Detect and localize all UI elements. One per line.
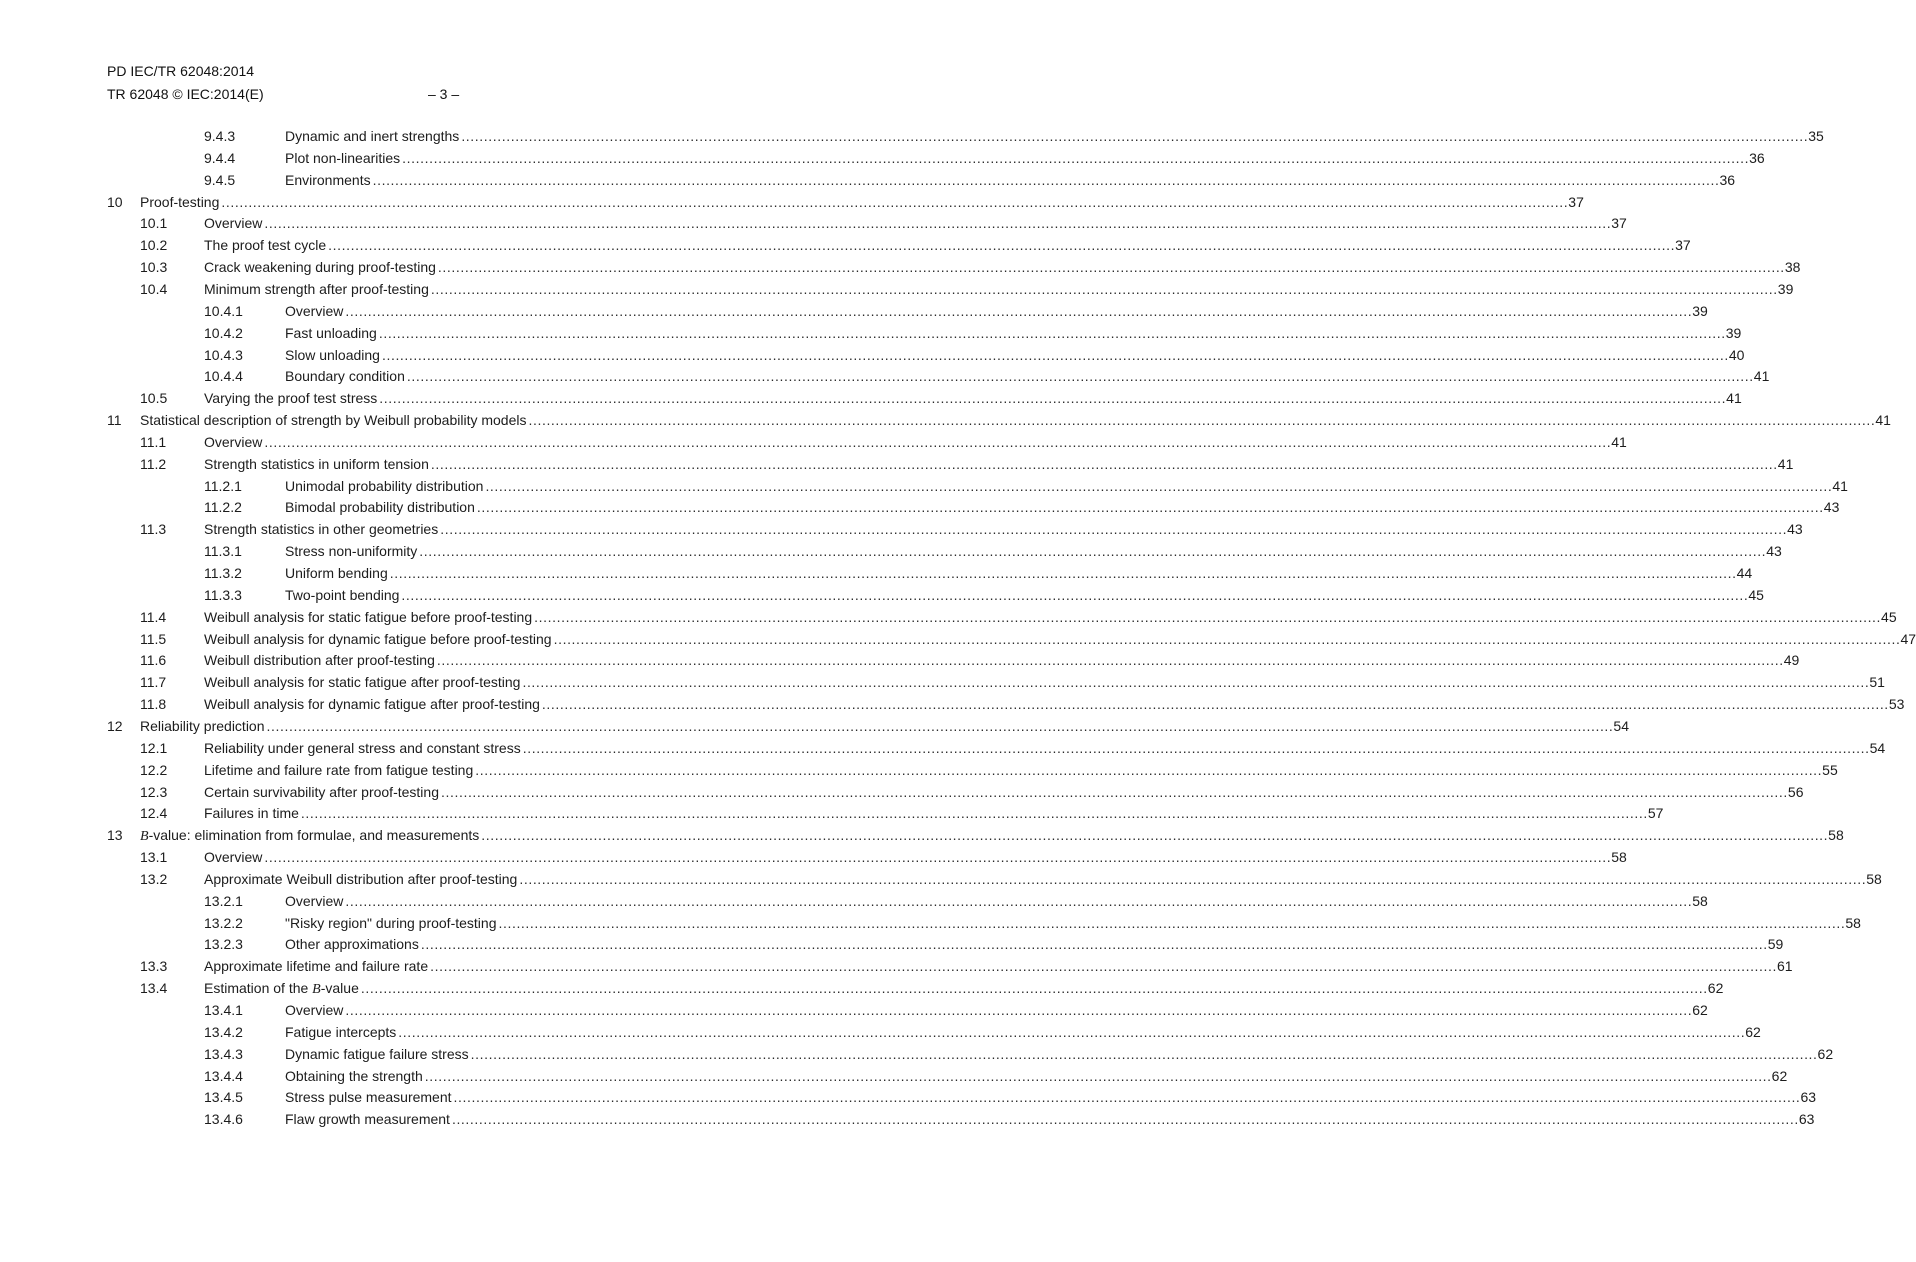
toc-entry-title-text: Proof-testing xyxy=(140,193,220,210)
toc-entry-title xyxy=(285,497,475,517)
toc-entry[interactable] xyxy=(140,257,1801,277)
toc-entry[interactable] xyxy=(204,476,1848,496)
toc-entry-title-text: Fast unloading xyxy=(285,324,377,341)
toc-entry-page: 40 xyxy=(1728,346,1745,363)
toc-entry[interactable] xyxy=(204,1022,1761,1042)
toc-entry-title xyxy=(285,323,377,343)
toc-entry-page: 62 xyxy=(1745,1023,1761,1040)
toc-dot-leader: ............................................................................................................................................................................................................................................................................................................ xyxy=(398,1023,1746,1040)
toc-entry[interactable] xyxy=(107,410,1891,430)
toc-dot-leader: ............................................................................................................................................................................................................................................................................................................ xyxy=(453,1089,1801,1106)
toc-entry-title-text: Overview xyxy=(204,849,263,866)
document-id: PD IEC/TR 62048:2014 xyxy=(107,63,255,79)
toc-entry-number: 12.4 xyxy=(140,805,168,822)
toc-entry-number: 11.3 xyxy=(140,521,167,538)
toc-entry[interactable] xyxy=(107,825,1844,845)
toc-entry-page: 39 xyxy=(1692,302,1708,319)
toc-entry[interactable] xyxy=(204,323,1742,343)
toc-entry-title xyxy=(285,891,343,911)
toc-entry[interactable] xyxy=(204,497,1840,517)
toc-entry[interactable] xyxy=(204,345,1745,365)
toc-entry-title-text: Bimodal probability distribution xyxy=(285,499,475,516)
toc-entry-title xyxy=(140,825,479,847)
toc-entry[interactable] xyxy=(204,934,1784,954)
toc-entry-title xyxy=(285,913,496,933)
toc-entry[interactable] xyxy=(140,847,1627,867)
toc-entry[interactable] xyxy=(140,738,1886,758)
toc-entry-number: 13.4.4 xyxy=(204,1067,243,1084)
toc-entry-number: 10.4 xyxy=(140,280,168,297)
toc-entry-number: 13.1 xyxy=(140,849,168,866)
document-line: TR 62048 © IEC:2014(E) xyxy=(107,86,264,102)
toc-entry-title-text: Weibull analysis for dynamic fatigue before proof-testing xyxy=(204,630,552,647)
toc-entry-number: 10.4.1 xyxy=(204,302,243,319)
toc-entry-title xyxy=(204,956,428,976)
toc-entry-title xyxy=(140,192,219,212)
toc-entry-page: 43 xyxy=(1823,499,1840,516)
toc-entry[interactable] xyxy=(204,1066,1788,1086)
toc-dot-leader: ............................................................................................................................................................................................................................................................................................................ xyxy=(419,543,1767,560)
toc-entry[interactable] xyxy=(140,213,1627,233)
toc-entry-page: 45 xyxy=(1881,608,1897,625)
toc-entry-page: 56 xyxy=(1787,783,1804,800)
toc-entry-page: 44 xyxy=(1736,565,1753,581)
toc-entry-number: 11.2.2 xyxy=(204,499,242,516)
toc-dot-leader: ............................................................................................................................................................................................................................................................................................................ xyxy=(328,237,1676,254)
toc-entry[interactable] xyxy=(140,519,1803,539)
toc-entry-title xyxy=(204,235,326,255)
toc-entry-number: 11.1 xyxy=(140,433,167,450)
toc-entry[interactable] xyxy=(140,956,1793,976)
toc-entry-page: 58 xyxy=(1828,827,1844,844)
toc-entry[interactable] xyxy=(140,650,1800,670)
toc-entry-title xyxy=(204,454,429,474)
toc-entry-title-text: Stress non-uniformity xyxy=(285,543,418,560)
toc-entry-title-text: Crack weakening during proof-testing xyxy=(204,259,436,276)
toc-entry-number: 12.2 xyxy=(140,761,168,778)
toc-entry[interactable] xyxy=(140,694,1905,714)
toc-entry-page: 58 xyxy=(1845,914,1861,931)
toc-entry-number: 11.3.3 xyxy=(204,586,242,603)
toc-entry-title-text: The proof test cycle xyxy=(204,237,327,254)
toc-entry-title-text: Boundary condition xyxy=(285,368,405,385)
toc-entry-number: 9.4.5 xyxy=(204,171,236,188)
toc-entry-title xyxy=(204,738,521,758)
toc-entry[interactable] xyxy=(140,607,1897,627)
toc-entry-title-text: Failures in time xyxy=(204,805,299,822)
toc-entry-number: 10.4.4 xyxy=(204,368,243,385)
toc-entry[interactable] xyxy=(204,148,1765,168)
toc-entry-page: 41 xyxy=(1611,433,1627,450)
toc-dot-leader: ............................................................................................................................................................................................................................................................................................................ xyxy=(481,827,1829,844)
toc-entry-number: 13.4 xyxy=(140,980,168,997)
toc-entry-page: 41 xyxy=(1753,368,1770,385)
toc-entry-title-text: Strength statistics in uniform tension xyxy=(204,455,429,472)
toc-entry-number: 10.2 xyxy=(140,237,168,254)
toc-dot-leader: ............................................................................................................................................................................................................................................................................................................ xyxy=(264,433,1612,450)
toc-entry[interactable] xyxy=(140,235,1691,255)
toc-dot-leader: ............................................................................................................................................................................................................................................................................................................ xyxy=(424,1067,1772,1084)
toc-entry-title-text: Slow unloading xyxy=(285,346,380,363)
toc-entry[interactable] xyxy=(204,170,1736,190)
toc-entry-title-text: Statistical description of strength by Weibull probability models xyxy=(140,412,527,429)
toc-entry[interactable] xyxy=(204,891,1708,911)
toc-dot-leader: ............................................................................................................................................................................................................................................................................................................ xyxy=(430,280,1778,297)
toc-entry-title-variable: B xyxy=(140,829,149,845)
toc-entry-title-text: Unimodal probability distribution xyxy=(285,477,484,494)
page-number: – 3 – xyxy=(428,86,460,102)
toc-entry-page: 37 xyxy=(1568,193,1584,210)
toc-dot-leader: ............................................................................................................................................................................................................................................................................................................ xyxy=(498,914,1846,931)
toc-entry[interactable] xyxy=(204,1000,1708,1020)
toc-entry-title-variable: B xyxy=(312,982,321,998)
toc-entry-number: 9.4.3 xyxy=(204,128,236,144)
toc-entry-page: 62 xyxy=(1707,980,1724,997)
toc-entry-number: 12.1 xyxy=(140,739,168,756)
toc-entry-page: 41 xyxy=(1875,412,1891,429)
toc-entry-title xyxy=(285,563,388,583)
toc-entry-title xyxy=(285,541,417,561)
toc-dot-leader: ............................................................................................................................................................................................................................................................................................................ xyxy=(345,892,1693,909)
toc-entry-title-text: Environments xyxy=(285,171,371,188)
toc-entry-title-text: Weibull analysis for static fatigue before proof-testing xyxy=(204,608,533,625)
toc-dot-leader: ............................................................................................................................................................................................................................................................................................................ xyxy=(441,783,1788,800)
toc-entry-title xyxy=(204,782,439,802)
toc-entry-number: 13.3 xyxy=(140,958,168,975)
toc-entry-page: 54 xyxy=(1613,717,1629,734)
toc-entry-title-text: Dynamic fatigue failure stress xyxy=(285,1045,469,1062)
toc-entry-title xyxy=(285,1087,452,1107)
toc-entry-title xyxy=(204,432,262,452)
toc-entry-page: 61 xyxy=(1777,958,1793,975)
toc-entry-page: 41 xyxy=(1777,455,1794,472)
toc-entry-page: 38 xyxy=(1784,259,1801,276)
toc-entry-title-text: Weibull analysis for dynamic fatigue after proof-testing xyxy=(204,696,540,713)
toc-entry-page: 62 xyxy=(1817,1045,1834,1062)
toc-dot-leader: ............................................................................................................................................................................................................................................................................................................ xyxy=(221,193,1569,210)
toc-entry-number: 13.4.5 xyxy=(204,1089,243,1106)
toc-entry-page: 35 xyxy=(1808,128,1824,144)
toc-entry-title xyxy=(204,257,436,277)
toc-entry[interactable] xyxy=(140,803,1664,823)
toc-entry-number: 12.3 xyxy=(140,783,168,800)
toc-entry-title-text: Flaw growth measurement xyxy=(285,1111,450,1128)
toc-entry-title xyxy=(204,607,532,627)
toc-entry-title xyxy=(204,519,438,539)
toc-entry-title-text: Approximate Weibull distribution after proof-testing xyxy=(204,870,518,887)
toc-dot-leader: ............................................................................................................................................................................................................................................................................................................ xyxy=(440,521,1788,538)
toc-entry[interactable] xyxy=(204,126,1824,146)
toc-entry-number: 11.3.2 xyxy=(204,565,242,581)
toc-entry-title xyxy=(204,869,517,889)
toc-entry-title xyxy=(140,716,265,736)
toc-entry-title-text: Overview xyxy=(285,302,344,319)
toc-entry[interactable] xyxy=(204,301,1708,321)
toc-entry-title-text: Obtaining the strength xyxy=(285,1067,423,1084)
toc-entry-page: 63 xyxy=(1800,1089,1817,1106)
toc-dot-leader: ............................................................................................................................................................................................................................................................................................................ xyxy=(485,477,1833,494)
toc-entry-title xyxy=(285,476,483,496)
toc-entry-title-text: Plot non-linearities xyxy=(285,149,401,166)
toc-dot-leader: ............................................................................................................................................................................................................................................................................................................ xyxy=(360,980,1708,997)
toc-entry-page: 47 xyxy=(1900,630,1916,647)
toc-entry-page: 62 xyxy=(1771,1067,1788,1084)
toc-entry-title xyxy=(204,694,540,714)
toc-entry-number: 12 xyxy=(107,717,123,734)
toc-dot-leader: ............................................................................................................................................................................................................................................................................................................ xyxy=(476,499,1824,516)
toc-entry-number: 13.4.6 xyxy=(204,1111,243,1128)
toc-entry-page: 58 xyxy=(1866,870,1882,887)
toc-entry-page: 62 xyxy=(1692,1002,1708,1018)
toc-entry[interactable] xyxy=(204,541,1782,561)
toc-entry-page: 36 xyxy=(1749,149,1765,166)
toc-dot-leader: ............................................................................................................................................................................................................................................................................................................ xyxy=(345,1002,1693,1018)
toc-entry-title-text: Overview xyxy=(285,892,344,909)
toc-entry-title-text: Lifetime and failure rate from fatigue testing xyxy=(204,761,474,778)
toc-entry-title xyxy=(285,1066,423,1086)
toc-entry-title xyxy=(285,934,419,954)
toc-entry-number: 13.4.1 xyxy=(204,1002,243,1018)
toc-entry-page: 41 xyxy=(1726,390,1742,407)
toc-dot-leader: ............................................................................................................................................................................................................................................................................................................ xyxy=(389,565,1737,581)
toc-entry-title-text: Approximate lifetime and failure rate xyxy=(204,958,429,975)
toc-entry-title-text: Fatigue intercepts xyxy=(285,1023,397,1040)
toc-entry-title xyxy=(204,847,262,867)
toc-entry-title xyxy=(285,126,459,146)
toc-entry-title xyxy=(285,345,380,365)
toc-entry-number: 11.2 xyxy=(140,455,167,472)
toc-entry-page: 55 xyxy=(1822,761,1838,778)
toc-entry-title xyxy=(204,978,359,1000)
toc-dot-leader: ............................................................................................................................................................................................................................................................................................................ xyxy=(461,128,1809,144)
toc-entry-number: 11.5 xyxy=(140,630,167,647)
toc-entry-title-text: Reliability under general stress and constant stress xyxy=(204,739,521,756)
toc-dot-leader: ............................................................................................................................................................................................................................................................................................................ xyxy=(430,958,1778,975)
toc-dot-leader: ............................................................................................................................................................................................................................................................................................................ xyxy=(475,761,1823,778)
toc-entry-title xyxy=(140,410,526,430)
toc-entry[interactable] xyxy=(107,716,1629,736)
toc-entry[interactable] xyxy=(140,388,1742,408)
toc-entry[interactable] xyxy=(204,1044,1834,1064)
toc-entry-page: 58 xyxy=(1611,849,1627,866)
toc-entry[interactable] xyxy=(140,760,1838,780)
toc-entry-title xyxy=(285,170,371,190)
toc-entry-number: 11.4 xyxy=(140,608,167,625)
toc-dot-leader: ............................................................................................................................................................................................................................................................................................................ xyxy=(401,586,1749,603)
toc-entry-title xyxy=(285,585,399,605)
toc-dot-leader: ............................................................................................................................................................................................................................................................................................................ xyxy=(406,368,1754,385)
toc-entry-title xyxy=(204,672,520,692)
toc-entry-title-text: Minimum strength after proof-testing xyxy=(204,280,429,297)
toc-dot-leader: ............................................................................................................................................................................................................................................................................................................ xyxy=(528,412,1876,429)
toc-dot-leader: ............................................................................................................................................................................................................................................................................................................ xyxy=(522,674,1870,691)
toc-entry-title-text: Dynamic and inert strengths xyxy=(285,128,460,144)
toc-entry-number: 13.2.2 xyxy=(204,914,243,931)
toc-entry-page: 54 xyxy=(1869,739,1886,756)
toc-entry-page: 51 xyxy=(1869,674,1885,691)
toc-entry-title-text: Overview xyxy=(285,1002,344,1018)
toc-dot-leader: ............................................................................................................................................................................................................................................................................................................ xyxy=(451,1111,1799,1128)
toc-dot-leader: ............................................................................................................................................................................................................................................................................................................ xyxy=(381,346,1729,363)
toc-entry-number: 10.4.3 xyxy=(204,346,243,363)
toc-entry-page: 39 xyxy=(1777,280,1794,297)
toc-dot-leader: ............................................................................................................................................................................................................................................................................................................ xyxy=(345,302,1693,319)
toc-entry-title-text: Weibull analysis for static fatigue after proof-testing xyxy=(204,674,521,691)
toc-entry-title-text: Overview xyxy=(204,433,263,450)
toc-entry-number: 13.2.3 xyxy=(204,936,243,953)
toc-entry-page: 41 xyxy=(1832,477,1848,494)
toc-entry-title xyxy=(204,760,473,780)
toc-entry-title-text: Stress pulse measurement xyxy=(285,1089,452,1106)
toc-entry-title xyxy=(285,1109,450,1129)
toc-entry-number: 11.2.1 xyxy=(204,477,242,494)
toc-entry-title-text: -value: elimination from formulae, and measurements xyxy=(148,827,480,844)
toc-entry-title-text: Two-point bending xyxy=(285,586,400,603)
toc-dot-leader: ............................................................................................................................................................................................................................................................................................................ xyxy=(519,870,1867,887)
toc-dot-leader: ............................................................................................................................................................................................................................................................................................................ xyxy=(420,936,1768,953)
toc-dot-leader: ............................................................................................................................................................................................................................................................................................................ xyxy=(430,455,1778,472)
toc-entry-title-text: Overview xyxy=(204,215,263,232)
toc-entry[interactable] xyxy=(140,279,1794,299)
toc-entry-page: 36 xyxy=(1719,171,1736,188)
toc-dot-leader: ............................................................................................................................................................................................................................................................................................................ xyxy=(378,324,1726,341)
toc-entry-page: 39 xyxy=(1725,324,1742,341)
toc-entry-number: 13.2.1 xyxy=(204,892,243,909)
toc-dot-leader: ............................................................................................................................................................................................................................................................................................................ xyxy=(264,849,1612,866)
toc-entry-title-text: Certain survivability after proof-testing xyxy=(204,783,439,800)
toc-entry-number: 10.3 xyxy=(140,259,168,276)
toc-entry-title-text: -value xyxy=(320,980,359,997)
toc-entry-title xyxy=(285,366,405,386)
toc-entry-number: 10 xyxy=(107,193,123,210)
toc-dot-leader: ............................................................................................................................................................................................................................................................................................................ xyxy=(300,805,1648,822)
toc-entry[interactable] xyxy=(140,454,1794,474)
toc-entry-title xyxy=(285,1000,343,1020)
toc-entry-page: 53 xyxy=(1888,696,1905,713)
toc-entry-title-text: "Risky region" during proof-testing xyxy=(285,914,497,931)
toc-entry-title xyxy=(204,803,299,823)
toc-dot-leader: ............................................................................................................................................................................................................................................................................................................ xyxy=(436,652,1784,669)
toc-entry-page: 45 xyxy=(1748,586,1764,603)
toc-entry-title-text: Strength statistics in other geometries xyxy=(204,521,439,538)
toc-dot-leader: ............................................................................................................................................................................................................................................................................................................ xyxy=(402,149,1750,166)
toc-entry-title-text: Reliability prediction xyxy=(140,717,265,734)
toc-entry[interactable] xyxy=(204,913,1861,933)
toc-entry-page: 43 xyxy=(1787,521,1803,538)
toc-entry[interactable] xyxy=(204,366,1770,386)
toc-entry-page: 57 xyxy=(1647,805,1664,822)
toc-entry-number: 11.7 xyxy=(140,674,167,691)
toc-entry-page: 49 xyxy=(1783,652,1800,669)
toc-entry-title xyxy=(285,301,343,321)
toc-entry-page: 37 xyxy=(1611,215,1627,232)
toc-dot-leader: ............................................................................................................................................................................................................................................................................................................ xyxy=(470,1045,1818,1062)
toc-entry-title xyxy=(204,650,435,670)
toc-dot-leader: ............................................................................................................................................................................................................................................................................................................ xyxy=(266,717,1614,734)
toc-entry[interactable] xyxy=(107,192,1584,212)
toc-entry-number: 10.5 xyxy=(140,390,168,407)
toc-dot-leader: ............................................................................................................................................................................................................................................................................................................ xyxy=(541,696,1889,713)
toc-entry-page: 63 xyxy=(1798,1111,1815,1128)
toc-entry-number: 13 xyxy=(107,827,123,844)
toc-entry-title xyxy=(204,388,377,408)
toc-entry[interactable] xyxy=(204,563,1753,583)
toc-entry-page: 58 xyxy=(1692,892,1708,909)
toc-entry-title xyxy=(204,279,429,299)
toc-entry-page: 59 xyxy=(1767,936,1784,953)
toc-entry-page: 43 xyxy=(1766,543,1782,560)
toc-entry[interactable] xyxy=(204,585,1764,605)
toc-entry-number: 11 xyxy=(107,412,122,429)
toc-entry-page: 37 xyxy=(1675,237,1691,254)
toc-dot-leader: ............................................................................................................................................................................................................................................................................................................ xyxy=(522,739,1870,756)
toc-entry[interactable] xyxy=(140,782,1804,802)
toc-entry-title xyxy=(285,1044,469,1064)
toc-entry-title-prefix: Estimation of the xyxy=(204,980,313,997)
toc-entry-title-text: Uniform bending xyxy=(285,565,388,581)
toc-entry-title-text: Varying the proof test stress xyxy=(204,390,378,407)
toc-entry[interactable] xyxy=(204,1087,1817,1107)
toc-entry-title-text: Weibull distribution after proof-testing xyxy=(204,652,435,669)
toc-entry[interactable] xyxy=(140,629,1916,649)
toc-entry-title xyxy=(285,148,400,168)
toc-entry-number: 11.3.1 xyxy=(204,543,242,560)
toc-entry[interactable] xyxy=(140,432,1627,452)
toc-entry-number: 13.4.2 xyxy=(204,1023,243,1040)
toc-dot-leader: ............................................................................................................................................................................................................................................................................................................ xyxy=(264,215,1612,232)
toc-entry-title xyxy=(204,213,262,233)
toc-entry[interactable] xyxy=(140,672,1885,692)
toc-entry[interactable] xyxy=(140,869,1882,889)
toc-dot-leader: ............................................................................................................................................................................................................................................................................................................ xyxy=(379,390,1727,407)
toc-entry-number: 10.4.2 xyxy=(204,324,243,341)
toc-dot-leader: ............................................................................................................................................................................................................................................................................................................ xyxy=(437,259,1785,276)
toc-entry-number: 13.2 xyxy=(140,870,168,887)
toc-entry-number: 13.4.3 xyxy=(204,1045,243,1062)
toc-entry-title xyxy=(204,629,552,649)
toc-entry[interactable] xyxy=(204,1109,1815,1129)
toc-entry-number: 9.4.4 xyxy=(204,149,236,166)
toc-entry-number: 11.6 xyxy=(140,652,167,669)
toc-entry-number: 10.1 xyxy=(140,215,168,232)
toc-entry[interactable] xyxy=(140,978,1724,998)
toc-entry-title-text: Other approximations xyxy=(285,936,419,953)
toc-dot-leader: ............................................................................................................................................................................................................................................................................................................ xyxy=(372,171,1720,188)
toc-dot-leader: ............................................................................................................................................................................................................................................................................................................ xyxy=(534,608,1882,625)
toc-entry-title xyxy=(285,1022,396,1042)
toc-dot-leader: ............................................................................................................................................................................................................................................................................................................ xyxy=(553,630,1901,647)
toc-entry-number: 11.8 xyxy=(140,696,167,713)
